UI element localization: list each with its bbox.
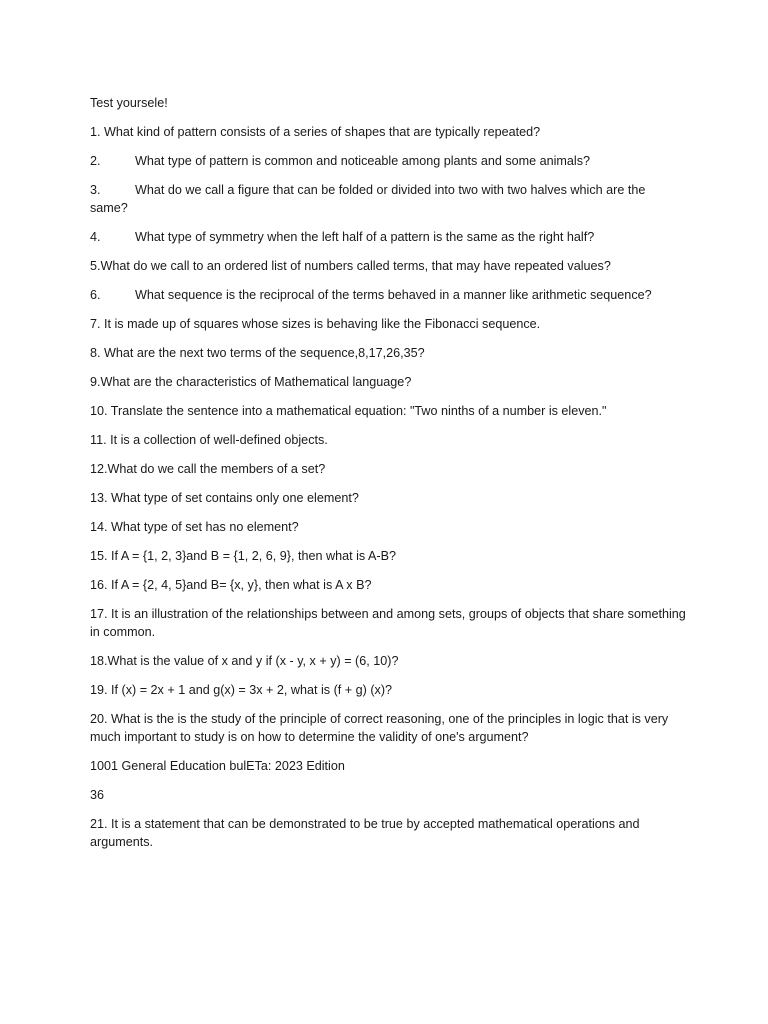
question-number: 15. [90, 549, 108, 563]
question-text: What is the is the study of the principle of correct reasoning, one of the principles in logic that is very much important to study is on how to determine the validity of one's argument? [90, 712, 669, 744]
question-text: It is a collection of well-defined objects. [110, 433, 328, 447]
question-number: 21. [90, 817, 108, 831]
question-number: 17. [90, 607, 108, 621]
question-number: 5. [90, 259, 101, 273]
question-text: What are the characteristics of Mathematical language? [100, 375, 412, 389]
question-text: What kind of pattern consists of a series of shapes that are typically repeated? [104, 125, 541, 139]
question-number: 12. [90, 462, 108, 476]
question-item-1 [90, 123, 686, 141]
question-number: 2. [90, 154, 101, 168]
question-number: 14. [90, 520, 108, 534]
question-item-12 [90, 460, 686, 478]
question-item-14 [90, 518, 686, 536]
question-number: 9. [90, 375, 101, 389]
question-number: 7. [90, 317, 101, 331]
question-item-19 [90, 681, 686, 699]
question-item-15 [90, 547, 686, 565]
question-item-9 [90, 373, 686, 391]
question-text: What sequence is the reciprocal of the terms behaved in a manner like arithmetic sequence? [135, 288, 652, 302]
question-text: If A = {2, 4, 5}and B= {x, y}, then what is A x B? [111, 578, 372, 592]
question-item-16 [90, 576, 686, 594]
question-number: 4. [90, 230, 101, 244]
question-number: 6. [90, 288, 101, 302]
question-item-17 [90, 605, 686, 641]
question-text: It is made up of squares whose sizes is behaving like the Fibonacci sequence. [104, 317, 541, 331]
question-number: 19. [90, 683, 108, 697]
question-text: What do we call to an ordered list of numbers called terms, that may have repeated values? [100, 259, 611, 273]
question-text: What do we call a figure that can be folded or divided into two with two halves which are the same? [90, 183, 646, 215]
question-number: 20. [90, 712, 108, 726]
question-text: Translate the sentence into a mathematical equation: "Two ninths of a number is eleven." [110, 404, 607, 418]
footer-source: 1001 General Education bulETa: 2023 Edition [90, 759, 345, 773]
question-item-18 [90, 652, 686, 670]
question-item-3 [90, 181, 686, 217]
question-text: What is the value of x and y if (x - y, x + y) = (6, 10)? [107, 654, 399, 668]
question-number: 1. [90, 125, 101, 139]
question-number: 3. [90, 183, 101, 197]
question-number: 10. [90, 404, 108, 418]
question-item-10 [90, 402, 686, 420]
question-item-5 [90, 257, 686, 275]
question-text: What type of pattern is common and noticeable among plants and some animals? [135, 154, 591, 168]
question-item-6 [90, 286, 686, 304]
question-text: What are the next two terms of the sequence,8,17,26,35? [104, 346, 425, 360]
question-number: 11. [90, 433, 107, 447]
question-text: If (x) = 2x + 1 and g(x) = 3x + 2, what is (f + g) (x)? [111, 683, 393, 697]
question-item-7 [90, 315, 686, 333]
question-item-2 [90, 152, 686, 170]
page-number: 36 [90, 788, 105, 802]
question-item-8 [90, 344, 686, 362]
question-number: 16. [90, 578, 108, 592]
question-text: What do we call the members of a set? [107, 462, 326, 476]
question-text: If A = {1, 2, 3}and B = {1, 2, 6, 9}, then what is A-B? [111, 549, 396, 563]
question-list [90, 123, 686, 746]
question-text: What type of set has no element? [111, 520, 299, 534]
page-heading: Test yoursele! [90, 96, 168, 110]
question-number: 18. [90, 654, 108, 668]
question-number: 13. [90, 491, 108, 505]
question-item-4 [90, 228, 686, 246]
question-text: It is a statement that can be demonstrated to be true by accepted mathematical operations and arguments. [90, 817, 640, 849]
question-text: What type of symmetry when the left half of a pattern is the same as the right half? [135, 230, 595, 244]
question-text: It is an illustration of the relationships between and among sets, groups of objects that share something in common. [90, 607, 686, 639]
question-item-11 [90, 431, 686, 449]
document-page [90, 94, 686, 862]
question-number: 8. [90, 346, 101, 360]
question-text: What type of set contains only one element? [111, 491, 359, 505]
question-item-13 [90, 489, 686, 507]
question-item-21 [90, 815, 686, 851]
question-item-20 [90, 710, 686, 746]
